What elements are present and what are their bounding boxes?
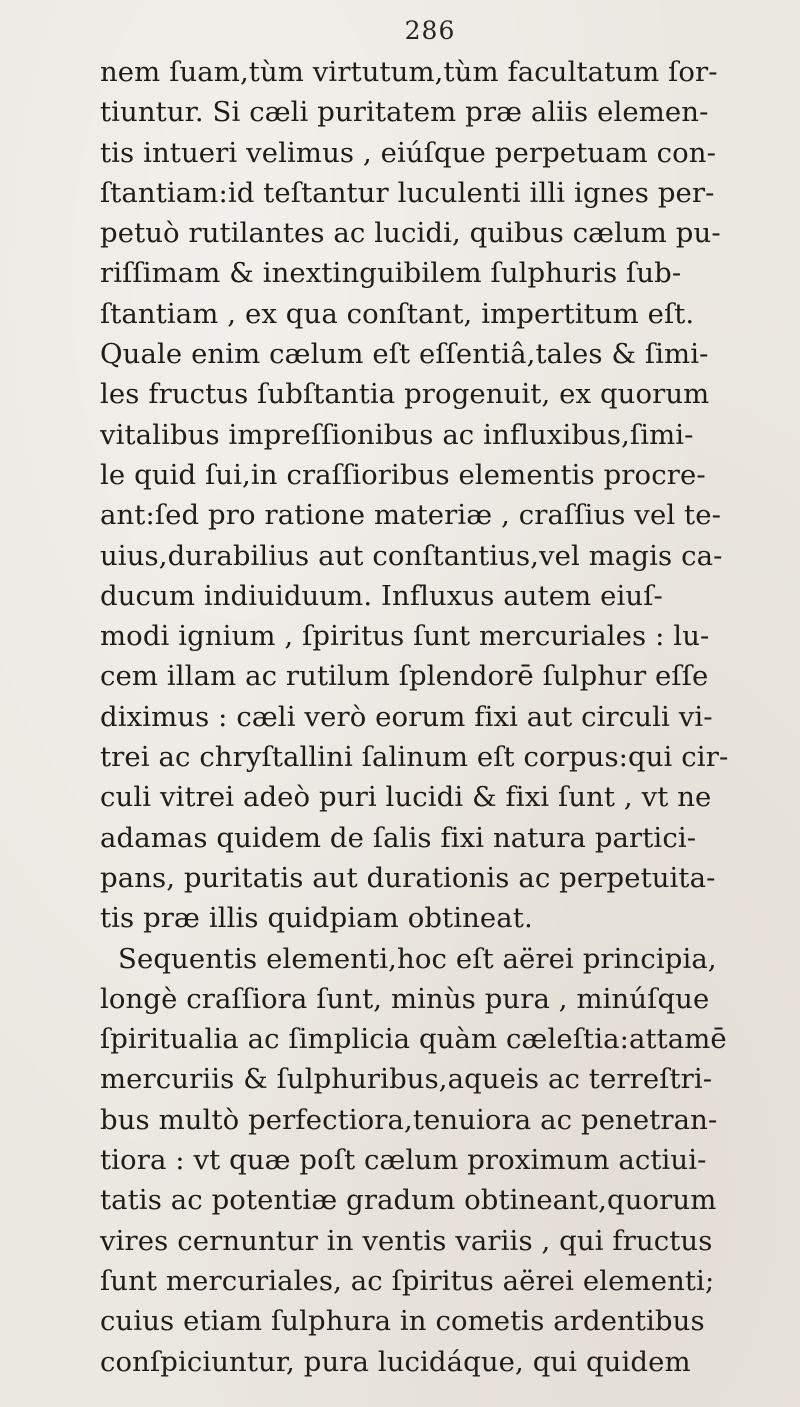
text-line: ſunt mercuriales, ac ſpiritus aërei elementi; bbox=[100, 1264, 715, 1297]
text-line: cuius etiam ſulphura in cometis ardentibus bbox=[100, 1305, 705, 1338]
text-line: modi ignium , ſpiritus ſunt mercuriales : lu- bbox=[100, 620, 710, 653]
text-line: tis intueri velimus , eiúſque perpetuam con- bbox=[100, 136, 716, 169]
text-line: ant:ſed pro ratione materiæ , craſſius vel te- bbox=[100, 499, 721, 532]
text-line: vitalibus impreſſionibus ac influxibus,ſimi- bbox=[100, 418, 694, 451]
text-line: tatis ac potentiæ gradum obtineant,quorum bbox=[100, 1184, 717, 1217]
text-line: mercuriis & ſulphuribus,aqueis ac terreſtri- bbox=[100, 1063, 713, 1096]
text-line: petuò rutilantes ac lucidi, quibus cælum pu- bbox=[100, 217, 721, 250]
text-line: diximus : cæli verò eorum fixi aut circuli vi- bbox=[100, 700, 713, 733]
text-line: uius,durabilius aut conſtantius,vel magis ca- bbox=[100, 539, 723, 572]
text-line: ſtantiam , ex qua conſtant, impertitum eſt. bbox=[100, 297, 695, 330]
text-line: ducum indiuiduum. Influxus autem eiuſ- bbox=[100, 579, 663, 612]
text-line: culi vitrei adeò puri lucidi & fixi ſunt , vt ne bbox=[100, 781, 712, 814]
text-line: vires cernuntur in ventis variis , qui fructus bbox=[100, 1224, 713, 1257]
text-line: bus multò perfectiora,tenuiora ac penetran- bbox=[100, 1103, 718, 1136]
text-line: cem illam ac rutilum ſplendorē ſulphur eſſe bbox=[100, 660, 709, 693]
body-text bbox=[100, 52, 780, 1382]
text-line: riſſimam & inextinguibilem ſulphuris ſub- bbox=[100, 257, 682, 290]
text-line: pans, puritatis aut durationis ac perpetuita- bbox=[100, 861, 716, 894]
text-line: les fructus ſubſtantia progenuit, ex quorum bbox=[100, 378, 710, 411]
text-line: ſpiritualia ac ſimplicia quàm cæleſtia:attamē bbox=[100, 1023, 727, 1056]
text-line: adamas quidem de ſalis fixi natura partici- bbox=[100, 821, 697, 854]
text-line: Quale enim cælum eſt eſſentiâ,tales & ſimi- bbox=[100, 338, 709, 371]
text-line: ſtantiam:id teſtantur luculenti illi ignes per- bbox=[100, 176, 715, 209]
text-line: tis præ illis quidpiam obtineat. bbox=[100, 902, 533, 935]
text-line: nem ſuam,tùm virtutum,tùm facultatum ſor- bbox=[100, 56, 718, 88]
text-line: le quid ſui,in craſſioribus elementis procre- bbox=[100, 458, 706, 491]
text-line: conſpiciuntur, pura lucidáque, qui quidem bbox=[100, 1345, 691, 1378]
text-line: tiora : vt quæ poſt cælum proximum actiui- bbox=[100, 1144, 707, 1177]
paragraph-start-line: Sequentis elementi,hoc eſt aërei principia, bbox=[118, 942, 717, 975]
text-line: trei ac chryſtallini ſalinum eſt corpus:qui cir- bbox=[100, 741, 729, 774]
page-number: 286 bbox=[404, 16, 456, 45]
text-line: tiuntur. Si cæli puritatem præ aliis elemen- bbox=[100, 96, 709, 129]
text-line: longè craſſiora ſunt, minùs pura , minúſque bbox=[100, 982, 710, 1015]
